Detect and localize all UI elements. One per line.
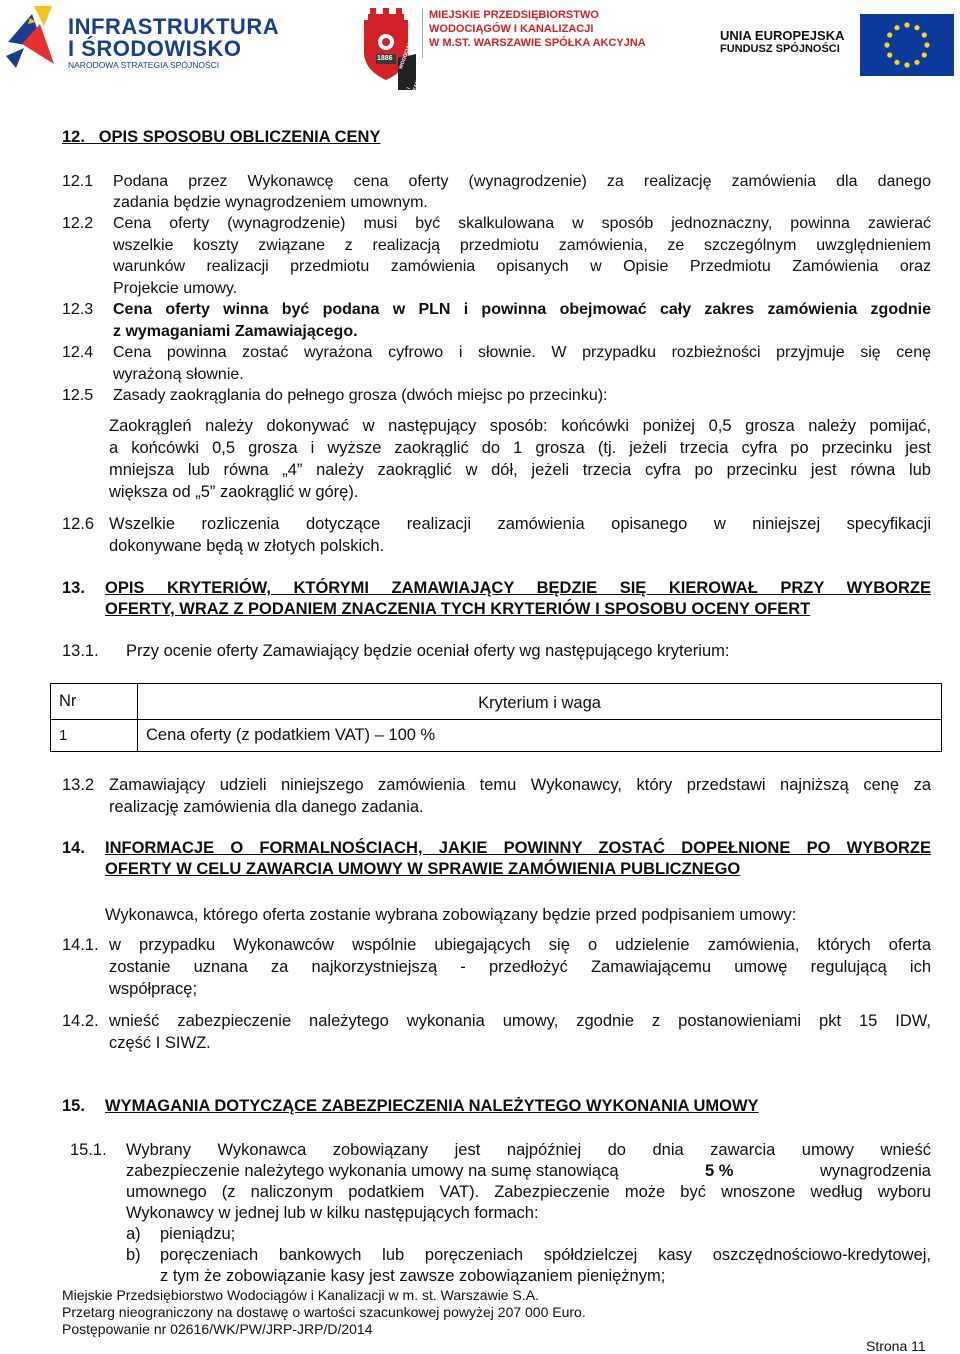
footer-line2: Przetarg nieograniczony na dostawę o wartości szacunkowej powyżej 207 000 Euro.: [62, 1304, 586, 1320]
table-row: [51, 720, 942, 752]
s13-1-number: 13.1.: [62, 642, 99, 660]
section-13-heading-line2: OFERTY, WRAZ Z PODANIEM ZNACZENIA TYCH KRYTERIÓW I SPOSOBU OCENY OFERT: [105, 600, 811, 618]
s15-option-b-line1: poręczeniach bankowych lub poręczeniach spółdzielczej kasy oszczędnościowo-kredytowej,: [160, 1246, 931, 1264]
s14-intro: Wykonawca, którego oferta zostanie wybrana zobowiązany będzie przed podpisaniem umowy:: [105, 906, 797, 924]
s15-1-line3: umownego (z naliczonym podatkiem VAT). Zabezpieczenie może być wnoszone według wyboru: [126, 1183, 931, 1201]
s12-1-line2: zadania będzie wynagrodzeniem umownym.: [113, 194, 428, 211]
table-cell-criterion: Cena oferty (z podatkiem VAT) – 100 %: [138, 720, 942, 752]
s15-option-b-label: b): [126, 1246, 141, 1264]
s15-1-line2-text: zabezpieczenie należytego wykonania umowy na sumę stanowiącą: [126, 1162, 619, 1180]
crest-stamp-line2: I KANALIZACJA: [406, 56, 430, 93]
s14-1-line2: zostanie uznana za najkorzystniejszą - przedłożyć Zamawiającemu umowę regulującą ich: [109, 958, 931, 976]
infrastruktura-emblem-icon: [4, 4, 62, 70]
table-cell-nr: 1: [51, 720, 138, 752]
s12-1-number: 12.1: [62, 173, 94, 190]
s12-2-line4: Projekcie umowy.: [113, 280, 238, 297]
logo-mpwik-crest: [358, 8, 430, 93]
s15-1-line1: Wybrany Wykonawca zobowiązany jest najpóźniej do dnia zawarcia umowy wnieść: [126, 1141, 931, 1159]
s14-2-number: 14.2.: [62, 1012, 99, 1030]
s12-3-line2: z wymaganiami Zamawiającego.: [113, 323, 358, 340]
s12-5-sub-line4: większa od „5” zaokrąglić w górę).: [109, 483, 359, 501]
criteria-table: [50, 683, 942, 752]
crest-year: 1886: [377, 55, 393, 62]
s12-6-line2: dokonywane będą w złotych polskich.: [109, 537, 385, 555]
logo-mpwik-text: [422, 8, 659, 58]
s14-1-number: 14.1.: [62, 936, 99, 954]
section-13-number: 13.: [62, 579, 85, 597]
logo4-line2: FUNDUSZ SPÓJNOŚCI: [720, 43, 840, 55]
s12-3-line1: Cena oferty winna być podana w PLN i powinna obejmować cały zakres zamówienia zgodnie: [113, 301, 931, 318]
logo1-line3: NARODOWA STRATEGIA SPÓJNOŚCI: [68, 60, 220, 70]
section-15-number: 15.: [62, 1097, 85, 1115]
logo3-line2: WODOCIĄGÓW I KANALIZACJI: [429, 23, 594, 35]
s12-5-sub-line3: mniejsza lub równa „4” należy zaokrąglić w dół, jeżeli trzecia cyfra po przecinku jest równa lub: [109, 461, 931, 479]
table-header-row: [51, 684, 942, 720]
footer-line1: Miejskie Przedsiębiorstwo Wodociągów i Kanalizacji w m. st. Warszawie S.A.: [62, 1287, 539, 1303]
logo-infrastruktura: [4, 4, 280, 70]
logo-eu: [718, 14, 956, 74]
s12-6-line1: Wszelkie rozliczenia dotyczące realizacji zamówienia opisanego w niniejszej specyfikacji: [109, 515, 931, 533]
logo1-line1: INFRASTRUKTURA: [68, 14, 280, 39]
section-14-heading-line1: INFORMACJE O FORMALNOŚCIACH, JAKIE POWINNY ZOSTAĆ DOPEŁNIONE PO WYBORZE: [105, 839, 931, 857]
s12-5-sub-line2: a końcówki 0,5 grosza i wyższe zaokrąglić do 1 grosza (tj. jeżeli trzecia cyfra po przecinku jest: [109, 439, 931, 457]
table-header-nr: Nr: [51, 684, 138, 720]
s14-2-line2: część I SIWZ.: [109, 1034, 211, 1052]
s12-2-line1: Cena oferty (wynagrodzenie) musi być skalkulowana w sposób jednoznaczny, powinna zawierać: [113, 215, 931, 232]
s15-1-line2: [126, 1161, 931, 1183]
footer-line3: Postępowanie nr 02616/WK/PW/JRP-JRP/D/2014: [62, 1321, 373, 1337]
s12-4-number: 12.4: [62, 344, 94, 361]
s15-1-percentage: 5 %: [705, 1162, 734, 1180]
s13-2-line1: Zamawiający udzieli niniejszego zamówienia temu Wykonawcy, który przedstawi najniższą cenę za: [109, 776, 931, 794]
s12-5-line1: Zasady zaokrąglania do pełnego grosza (dwóch miejsc po przecinku):: [113, 387, 608, 404]
section-14-number: 14.: [62, 839, 85, 857]
crest-stamp-line1: WODOCIĄGI: [398, 39, 414, 71]
s12-4-line2: wyrażoną słownie.: [113, 366, 244, 383]
s12-2-line3: warunków realizacji przedmiotu zamówienia opisanych w Opisie Przedmiotu Zamówienia oraz: [113, 258, 931, 275]
s12-4-line1: Cena powinna zostać wyrażona cyfrowo i słownie. W przypadku rozbieżności przyjmuje się cenę: [113, 344, 931, 361]
page-number: Strona 11: [866, 1338, 926, 1354]
section-12-heading: 12. OPIS SPOSOBU OBLICZENIA CENY: [62, 128, 381, 146]
section-14-heading-line2: OFERTY W CELU ZAWARCIA UMOWY W SPRAWIE ZAMÓWIENIA PUBLICZNEGO: [105, 860, 741, 878]
s15-option-a-text: pieniądzu;: [160, 1225, 236, 1243]
s12-5-number: 12.5: [62, 387, 94, 404]
s15-option-b-line2: z tym że zobowiązanie kasy jest zawsze zobowiązaniem pieniężnym;: [160, 1267, 666, 1285]
s15-1-line4: Wykonawcy w jednej lub w kilku następujących formach:: [126, 1204, 539, 1222]
s15-1-line2-end: wynagrodzenia: [819, 1162, 931, 1180]
s15-option-a-label: a): [126, 1225, 141, 1243]
s12-3-number: 12.3: [62, 301, 94, 318]
s12-6-number: 12.6: [62, 515, 95, 533]
eu-flag-icon: [860, 14, 954, 76]
logo4-line1: UNIA EUROPEJSKA: [720, 28, 845, 43]
s12-2-number: 12.2: [62, 215, 94, 232]
s13-2-line2: realizację zamówienia dla danego zadania.: [109, 798, 424, 816]
s14-1-line1: w przypadku Wykonawców wspólnie ubiegających się o udzielenie zamówienia, których oferta: [109, 936, 931, 954]
logo1-line2: I ŚRODOWISKO: [68, 36, 242, 61]
s12-1-line1: Podana przez Wykonawcę cena oferty (wynagrodzenie) za realizację zamówienia dla danego: [113, 173, 931, 190]
s12-2-line2: wszelkie koszty związane z realizacją przedmiotu zamówienia, ze szczególnym uwzględnieniem: [113, 237, 931, 254]
logo3-line3: W M.ST. WARSZAWIE SPÓŁKA AKCYJNA: [429, 37, 646, 49]
section-13-heading-line1: OPIS KRYTERIÓW, KTÓRYMI ZAMAWIAJĄCY BĘDZIE SIĘ KIEROWAŁ PRZY WYBORZE: [105, 579, 931, 597]
s14-2-line1: wnieść zabezpieczenie należytego wykonania umowy, zgodnie z postanowieniami pkt 15 IDW,: [109, 1012, 931, 1030]
s13-2-number: 13.2: [62, 776, 95, 794]
logo3-line1: MIEJSKIE PRZEDSIĘBIORSTWO: [429, 9, 599, 21]
s14-1-line3: współpracę;: [109, 980, 198, 998]
section-15-heading: WYMAGANIA DOTYCZĄCE ZABEZPIECZENIA NALEŻYTEGO WYKONANIA UMOWY: [105, 1097, 759, 1115]
table-header-criterion: Kryterium i waga: [138, 684, 942, 720]
s15-1-number: 15.1.: [70, 1141, 107, 1159]
s12-5-sub-line1: Zaokrągleń należy dokonywać w następujący sposób: końcówki poniżej 0,5 grosza należy pomijać,: [109, 417, 931, 435]
s13-1-text: Przy ocenie oferty Zamawiający będzie oceniał oferty wg następującego kryterium:: [126, 642, 730, 660]
